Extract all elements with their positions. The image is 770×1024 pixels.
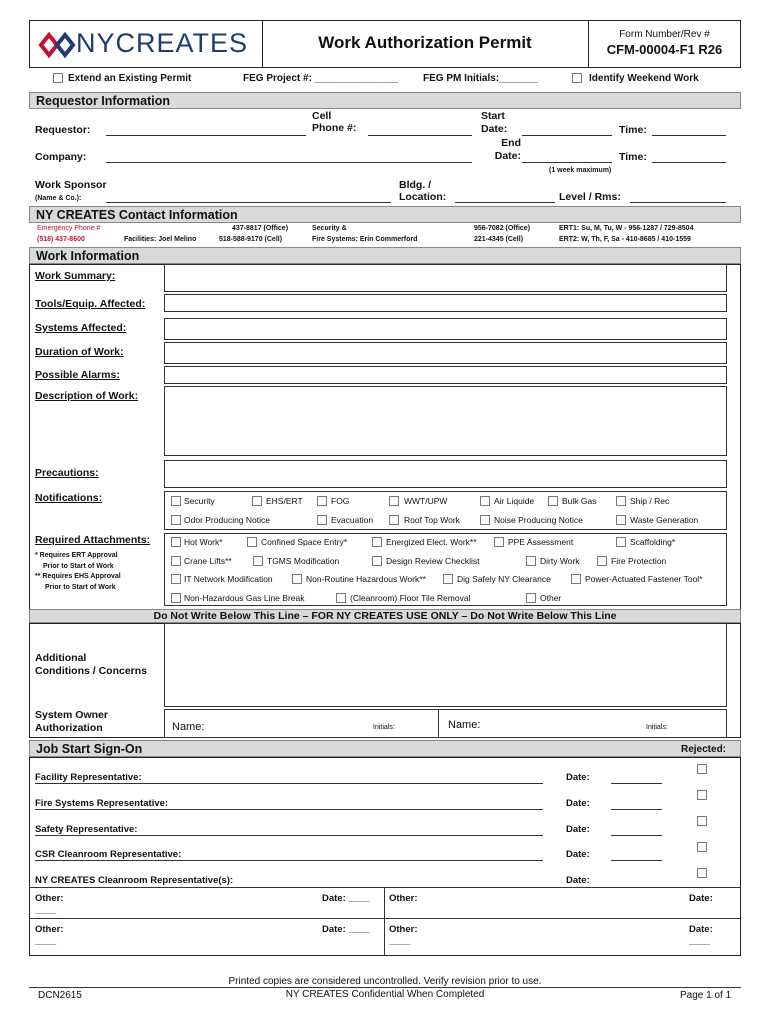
attach-confined-checkbox[interactable]	[247, 537, 257, 547]
bldg-location-label: Bldg. / Location:	[399, 179, 447, 203]
attach-floor-tile-label: (Cleanroom) Floor Tile Removal	[350, 593, 471, 603]
level-rms-label: Level / Rms:	[559, 191, 621, 203]
nycreates-date-label: Date:	[566, 875, 590, 886]
feg-pm-initials-field[interactable]: FEG PM Initials:_______	[423, 73, 539, 84]
footer-confidential: NY CREATES Confidential When Completed	[285, 989, 485, 1000]
description-input[interactable]	[164, 386, 727, 456]
additional-conditions-label-1: Additional	[35, 652, 87, 664]
attach-dig-safely-label: Dig Safely NY Clearance	[457, 574, 551, 584]
notify-wwt-label: WWT/UPW	[404, 496, 448, 506]
end-date-input[interactable]	[522, 162, 612, 163]
week-max-note: (1 week maximum)	[549, 167, 612, 174]
owner-initials-1-label: Initials:	[373, 724, 395, 731]
fire-date-label: Date:	[566, 798, 590, 809]
attach-crane-label: Crane Lifts**	[184, 556, 232, 566]
emergency-number: (518) 437-8600	[37, 236, 85, 243]
name-co-label: (Name & Co.):	[35, 195, 82, 202]
attach-dirty-work-label: Dirty Work	[540, 556, 580, 566]
attach-fire-protection-checkbox[interactable]	[597, 556, 607, 566]
notify-ehs-label: EHS/ERT	[266, 496, 303, 506]
other-1-blank[interactable]: ____	[35, 905, 57, 916]
requestor-input[interactable]	[106, 135, 306, 136]
footer-uncontrolled-note: Printed copies are considered uncontrolled. Verify revision prior to use.	[228, 976, 542, 987]
notify-fog-label: FOG	[331, 496, 350, 506]
additional-conditions-label-2: Conditions / Concerns	[35, 665, 148, 677]
notify-ship-rec-checkbox[interactable]	[616, 496, 626, 506]
security-office: 956-7082 (Office)	[474, 225, 531, 232]
fire-date-input[interactable]	[611, 809, 662, 810]
notify-fog-checkbox[interactable]	[317, 496, 327, 506]
logo-text: NYCREATES	[76, 28, 249, 58]
form-number-label: Form Number/Rev #	[619, 29, 710, 40]
other-4-label: Other:	[389, 924, 418, 935]
attach-non-routine-label: Non-Routine Hazardous Work**	[306, 574, 426, 584]
attach-gas-line-label: Non-Hazardous Gas Line Break	[184, 593, 305, 603]
notify-roof-top-label: Roof Top Work	[404, 515, 460, 525]
work-summary-label: Work Summary:	[35, 270, 116, 282]
csr-date-input[interactable]	[611, 860, 662, 861]
start-time-label: Time:	[619, 124, 647, 136]
precautions-input[interactable]	[164, 460, 727, 488]
logo	[38, 28, 258, 60]
start-time-input[interactable]	[652, 135, 726, 136]
system-owner-label-2: Authorization	[35, 722, 103, 734]
attach-fire-protection-label: Fire Protection	[611, 556, 667, 566]
emergency-label: Emergency Phone #	[37, 225, 101, 232]
fire-rep-input[interactable]	[35, 809, 543, 810]
attach-tgms-label: TGMS Modification	[267, 556, 340, 566]
tools-label: Tools/Equip. Affected:	[35, 298, 146, 310]
cell-phone-label: Cell Phone #:	[312, 110, 357, 134]
security-label-1: Security &	[312, 225, 347, 232]
attach-dig-safely-checkbox[interactable]	[443, 574, 453, 584]
level-rms-input[interactable]	[630, 202, 726, 203]
safety-rejected-checkbox[interactable]	[697, 816, 707, 826]
other-2-label: Other:	[389, 893, 418, 904]
extend-permit-label: Extend an Existing Permit	[68, 73, 192, 84]
attach-confined-label: Confined Space Entry*	[261, 537, 347, 547]
owner-name-1-label: Name:	[172, 721, 205, 733]
system-owner-row	[164, 709, 727, 738]
csr-rep-input[interactable]	[35, 860, 543, 861]
extend-permit-checkbox[interactable]	[53, 73, 63, 83]
form-number: CFM-00004-F1 R26	[606, 42, 723, 57]
attach-hot-work-checkbox[interactable]	[171, 537, 181, 547]
duration-input[interactable]	[164, 342, 727, 364]
facility-rep-label: Facility Representative:	[35, 772, 142, 783]
facility-date-input[interactable]	[611, 783, 662, 784]
attach-other-checkbox[interactable]	[526, 593, 536, 603]
signon-section-title: Job Start Sign-On	[29, 740, 741, 757]
other-2-date: Date:	[689, 893, 713, 904]
bldg-location-input[interactable]	[455, 202, 555, 203]
csr-rep-label: CSR Cleanroom Representative:	[35, 849, 182, 860]
notify-waste-checkbox[interactable]	[616, 515, 626, 525]
description-label: Description of Work:	[35, 390, 139, 402]
alarms-input[interactable]	[164, 366, 727, 384]
notify-wwt-checkbox[interactable]	[389, 496, 399, 506]
attach-floor-tile-checkbox[interactable]	[336, 593, 346, 603]
facility-date-label: Date:	[566, 772, 590, 783]
attach-energized-label: Energized Elect. Work**	[386, 537, 477, 547]
notify-noise-label: Noise Producing Notice	[494, 515, 583, 525]
work-section-title: Work Information	[29, 247, 741, 264]
precautions-label: Precautions:	[35, 467, 99, 479]
notify-roof-top-checkbox[interactable]	[389, 515, 399, 525]
alarms-label: Possible Alarms:	[35, 369, 120, 381]
tools-input[interactable]	[164, 294, 727, 312]
attach-design-review-checkbox[interactable]	[372, 556, 382, 566]
notify-odor-checkbox[interactable]	[171, 515, 181, 525]
end-date-label: End Date:	[494, 137, 521, 162]
ehs-note: ** Requires EHS Approval	[35, 573, 121, 580]
end-time-label: Time:	[619, 151, 647, 163]
notify-air-liquide-label: Air Liquide	[494, 496, 535, 506]
attach-ppe-checkbox[interactable]	[494, 537, 504, 547]
other-4-date: Date:	[689, 924, 713, 935]
owner-name-2-label: Name:	[448, 719, 481, 731]
ert-note-2: Prior to Start of Work	[43, 563, 114, 570]
duration-label: Duration of Work:	[35, 346, 124, 358]
attach-crane-checkbox[interactable]	[171, 556, 181, 566]
attach-design-review-label: Design Review Checklist	[386, 556, 480, 566]
notify-odor-label: Odor Producing Notice	[184, 515, 270, 525]
attach-power-actuated-checkbox[interactable]	[571, 574, 581, 584]
notify-security-label: Security	[184, 496, 215, 506]
safety-date-input[interactable]	[611, 835, 662, 836]
requestor-section-title: Requestor Information	[29, 92, 741, 109]
company-input[interactable]	[106, 162, 472, 163]
feg-project-field[interactable]: FEG Project #: _______________	[243, 73, 399, 84]
other-3-blank[interactable]: ____	[35, 936, 57, 947]
attach-it-network-label: IT Network Modification	[184, 574, 273, 584]
contact-section-title: NY CREATES Contact Information	[29, 206, 741, 223]
attachments-label: Required Attachments:	[35, 534, 151, 546]
facility-rejected-checkbox[interactable]	[697, 764, 707, 774]
notify-air-liquide-checkbox[interactable]	[480, 496, 490, 506]
work-summary-input[interactable]	[164, 264, 727, 292]
system-owner-label-1: System Owner	[35, 709, 108, 721]
nycreates-rejected-checkbox[interactable]	[697, 868, 707, 878]
other-4-date-blank[interactable]: ____	[689, 936, 711, 947]
notify-evacuation-checkbox[interactable]	[317, 515, 327, 525]
notify-ship-rec-label: Ship / Rec	[630, 496, 670, 506]
requestor-label: Requestor:	[35, 124, 91, 136]
notifications-label: Notifications:	[35, 492, 103, 504]
ert2-contact: ERT2: W, Th, F, Sa - 410-8685 / 410-1559	[559, 236, 691, 243]
ert1-contact: ERT1: Su, M, Tu, W - 956-1287 / 729-8504	[559, 225, 694, 232]
safety-rep-label: Safety Representative:	[35, 824, 138, 835]
notify-waste-label: Waste Generation	[630, 515, 699, 525]
footer-dcn: DCN2615	[38, 990, 82, 1001]
attach-ppe-label: PPE Assessment	[508, 537, 574, 547]
attach-power-actuated-label: Power-Actuated Fastener Tool*	[585, 574, 703, 584]
work-sponsor-input[interactable]	[106, 202, 391, 203]
attach-dirty-work-checkbox[interactable]	[526, 556, 536, 566]
facilities-contact: Facilities: Joel Melino	[124, 236, 197, 243]
logo-mark-icon	[38, 30, 80, 60]
other-1-date[interactable]: Date: ____	[322, 893, 370, 904]
start-date-label: Start Date:	[481, 110, 508, 135]
nycreates-rep-label: NY CREATES Cleanroom Representative(s):	[35, 875, 234, 886]
weekend-work-label: Identify Weekend Work	[589, 73, 699, 84]
notify-bulk-gas-label: Bulk Gas	[562, 496, 597, 506]
security-label-2: Fire Systems: Erin Commerford	[312, 236, 418, 243]
footer-page-number: Page 1 of 1	[680, 990, 732, 1001]
notify-bulk-gas-checkbox[interactable]	[548, 496, 558, 506]
safety-date-label: Date:	[566, 824, 590, 835]
notify-noise-checkbox[interactable]	[480, 515, 490, 525]
other-1-label: Other:	[35, 893, 64, 904]
attach-scaffolding-label: Scaffolding*	[630, 537, 676, 547]
fire-rejected-checkbox[interactable]	[697, 790, 707, 800]
systems-input[interactable]	[164, 318, 727, 340]
csr-rejected-checkbox[interactable]	[697, 842, 707, 852]
weekend-work-checkbox[interactable]	[572, 73, 582, 83]
attach-other-label: Other	[540, 593, 562, 603]
additional-conditions-input[interactable]	[164, 623, 727, 707]
owner-initials-2-label: Initials:	[646, 724, 668, 731]
facilities-office: 437-8817 (Office)	[232, 225, 289, 232]
other-3-label: Other:	[35, 924, 64, 935]
safety-rep-input[interactable]	[35, 835, 543, 836]
csr-date-label: Date:	[566, 849, 590, 860]
facility-rep-input[interactable]	[35, 783, 543, 784]
attach-gas-line-checkbox[interactable]	[171, 593, 181, 603]
company-label: Company:	[35, 151, 87, 163]
other-4-blank[interactable]: ____	[389, 936, 411, 947]
attach-it-network-checkbox[interactable]	[171, 574, 181, 584]
systems-label: Systems Affected:	[35, 322, 127, 334]
do-not-write-banner: Do Not Write Below This Line – FOR NY CREATES USE ONLY – Do Not Write Below This Line	[29, 609, 741, 623]
work-sponsor-label: Work Sponsor	[35, 179, 107, 191]
attach-hot-work-label: Hot Work*	[184, 537, 223, 547]
attach-scaffolding-checkbox[interactable]	[616, 537, 626, 547]
cell-phone-input[interactable]	[368, 135, 472, 136]
attach-energized-checkbox[interactable]	[372, 537, 382, 547]
attach-tgms-checkbox[interactable]	[253, 556, 263, 566]
other-3-date[interactable]: Date: ____	[322, 924, 370, 935]
start-date-input[interactable]	[522, 135, 612, 136]
ehs-note-2: Prior to Start of Work	[45, 584, 116, 591]
fire-rep-label: Fire Systems Representative:	[35, 798, 169, 809]
security-cell: 221-4345 (Cell)	[474, 236, 524, 243]
form-title: Work Authorization Permit	[318, 33, 532, 52]
rejected-label: Rejected:	[681, 744, 727, 755]
notify-ehs-checkbox[interactable]	[252, 496, 262, 506]
ert-note: * Requires ERT Approval	[35, 552, 118, 559]
facilities-cell: 518-588-9170 (Cell)	[219, 236, 283, 243]
end-time-input[interactable]	[652, 162, 726, 163]
notify-evacuation-label: Evacuation	[331, 515, 374, 525]
notify-security-checkbox[interactable]	[171, 496, 181, 506]
attach-non-routine-checkbox[interactable]	[292, 574, 302, 584]
